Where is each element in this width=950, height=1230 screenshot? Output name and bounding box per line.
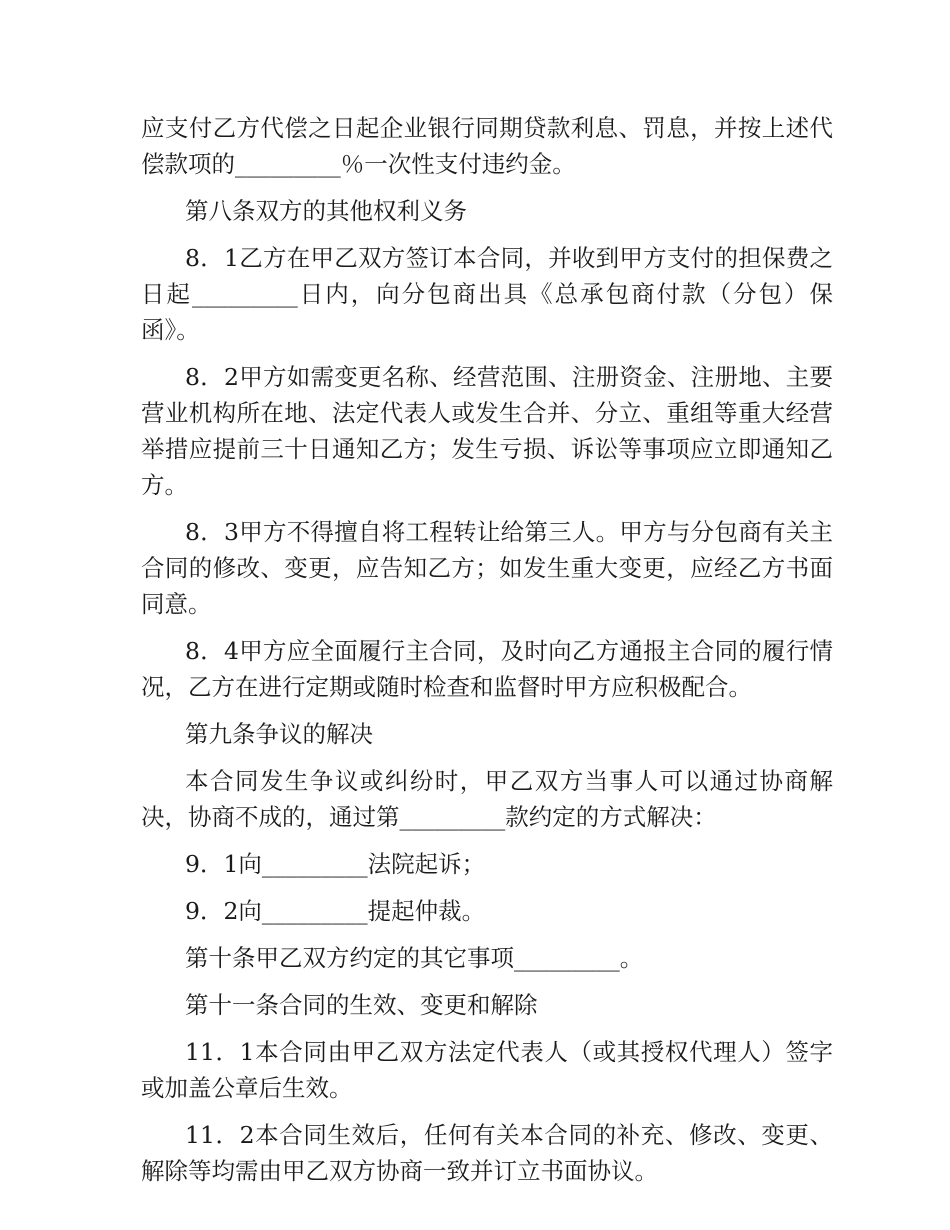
clause-8-4: 8．4甲方应全面履行主合同，及时向乙方通报主合同的履行情况，乙方在进行定期或随时检查和监督时甲方应积极配合。 bbox=[141, 637, 833, 701]
clause-11-1: 11．1本合同由甲乙双方法定代表人（或其授权代理人）签字或加盖公章后生效。 bbox=[141, 1038, 833, 1102]
clause-11-2: 11．2本合同生效后，任何有关本合同的补充、修改、变更、解除等均需由甲乙双方协商一致并订立书面协议。 bbox=[141, 1121, 833, 1185]
clause-9-1: 9．1向_________法院起诉； bbox=[185, 850, 486, 878]
clause-8-3: 8．3甲方不得擅自将工程转让给第三人。甲方与分包商有关主合同的修改、变更，应告知乙方；如发生重大变更，应经乙方书面同意。 bbox=[141, 518, 833, 618]
clause-8-2: 8．2甲方如需变更名称、经营范围、注册资金、注册地、主要营业机构所在地、法定代表人或发生合并、分立、重组等重大经营举措应提前三十日通知乙方；发生亏损、诉讼等事项应立即通知乙方。 bbox=[141, 363, 833, 499]
heading-article-10: 第十条甲乙双方约定的其它事项_________。 bbox=[185, 944, 644, 972]
paragraph-dispute-resolution: 本合同发生争议或纠纷时，甲乙双方当事人可以通过协商解决，协商不成的，通过第_________款约定的方式解决： bbox=[141, 767, 833, 831]
paragraph-penalty-continuation: 应支付乙方代偿之日起企业银行同期贷款利息、罚息，并按上述代偿款项的_________％一次性支付违约金。 bbox=[141, 114, 833, 178]
heading-article-9: 第九条争议的解决 bbox=[185, 720, 373, 748]
heading-article-8: 第八条双方的其他权利义务 bbox=[185, 197, 467, 225]
clause-8-1: 8．1乙方在甲乙双方签订本合同，并收到甲方支付的担保费之日起_________日内，向分包商出具《总承包商付款（分包）保函》。 bbox=[141, 244, 833, 344]
document-body bbox=[141, 110, 833, 1200]
heading-article-11: 第十一条合同的生效、变更和解除 bbox=[185, 991, 538, 1019]
clause-9-2: 9．2向_________提起仲裁。 bbox=[185, 897, 486, 925]
